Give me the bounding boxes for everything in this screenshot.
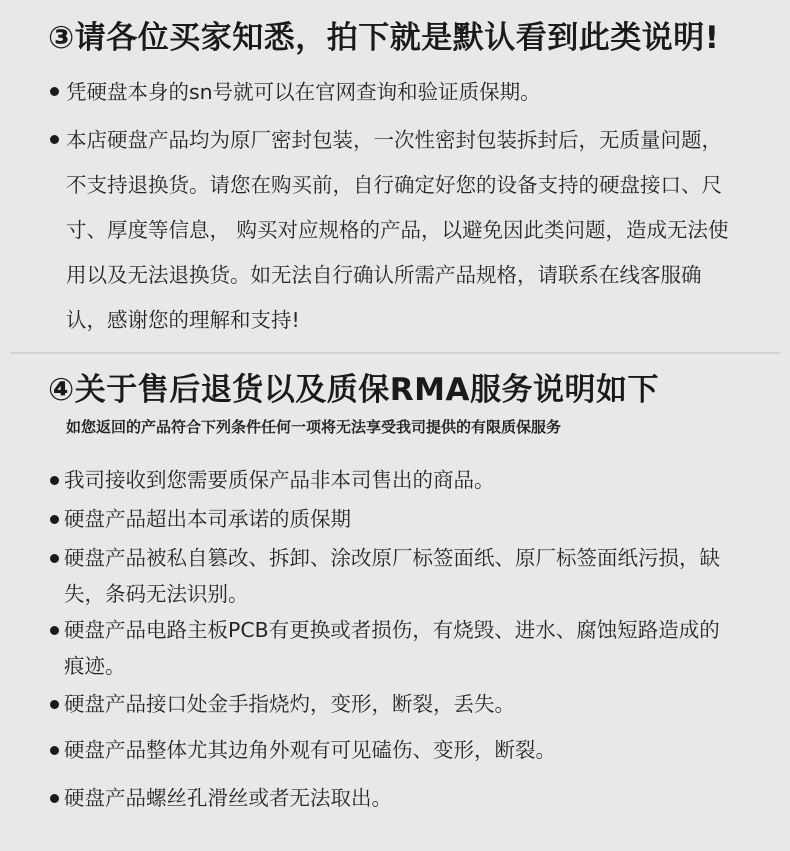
bullet-icon (50, 626, 59, 635)
bullet-icon (50, 746, 59, 755)
bullet-icon (50, 87, 59, 96)
list-item (50, 540, 740, 612)
rma-conditions-list (50, 462, 740, 816)
bullet-icon (50, 515, 59, 524)
list-item-text: 硬盘产品超出本司承诺的质保期 (64, 507, 351, 531)
list-item-text: 硬盘产品电路主板PCB有更换或者损伤，有烧毁、进水、腐蚀短路造成的痕迹。 (64, 618, 720, 678)
list-item-text: 我司接收到您需要质保产品非本司售出的商品。 (64, 468, 495, 492)
list-item (50, 501, 740, 537)
list-item-text: 硬盘产品接口处金手指烧灼，变形，断裂，丢失。 (64, 692, 515, 716)
list-item-text: 本店硬盘产品均为原厂密封包装，一次性密封包装拆封后，无质量问题，不支持退换货。请您在购买前，自行确定好您的设备支持的硬盘接口、尺寸、厚度等信息， 购买对应规格的产品，以避免因此类问题，造成无法使用以及无法退换货。如无法自行确认所需产品规格，请联系在线客服确认，感谢您的理解和支持! (66, 128, 729, 332)
section-subtitle: 如您返回的产品符合下列条件任何一项将无法享受我司提供的有限质保服务 (66, 418, 562, 436)
bullet-icon (50, 794, 59, 803)
notice-list (50, 70, 730, 343)
list-item (50, 780, 740, 816)
list-item (50, 118, 730, 343)
section-heading: ④关于售后退货以及质保RMA服务说明如下 (48, 372, 659, 408)
list-item-text: 硬盘产品整体尤其边角外观有可见磕伤、变形，断裂。 (64, 738, 556, 762)
list-item (50, 70, 730, 115)
section-divider (10, 352, 780, 354)
list-item (50, 612, 740, 684)
bullet-icon (50, 135, 59, 144)
section-heading: ③请各位买家知悉，拍下就是默认看到此类说明! (48, 20, 720, 56)
bullet-icon (50, 700, 59, 709)
bullet-icon (50, 554, 59, 563)
list-item-text: 凭硬盘本身的sn号就可以在官网查询和验证质保期。 (66, 80, 541, 104)
list-item (50, 686, 740, 722)
list-item (50, 732, 740, 768)
list-item (50, 462, 740, 498)
bullet-icon (50, 476, 59, 485)
list-item-text: 硬盘产品被私自篡改、拆卸、涂改原厂标签面纸、原厂标签面纸污损，缺失，条码无法识别。 (64, 546, 720, 606)
list-item-text: 硬盘产品螺丝孔滑丝或者无法取出。 (64, 786, 392, 810)
